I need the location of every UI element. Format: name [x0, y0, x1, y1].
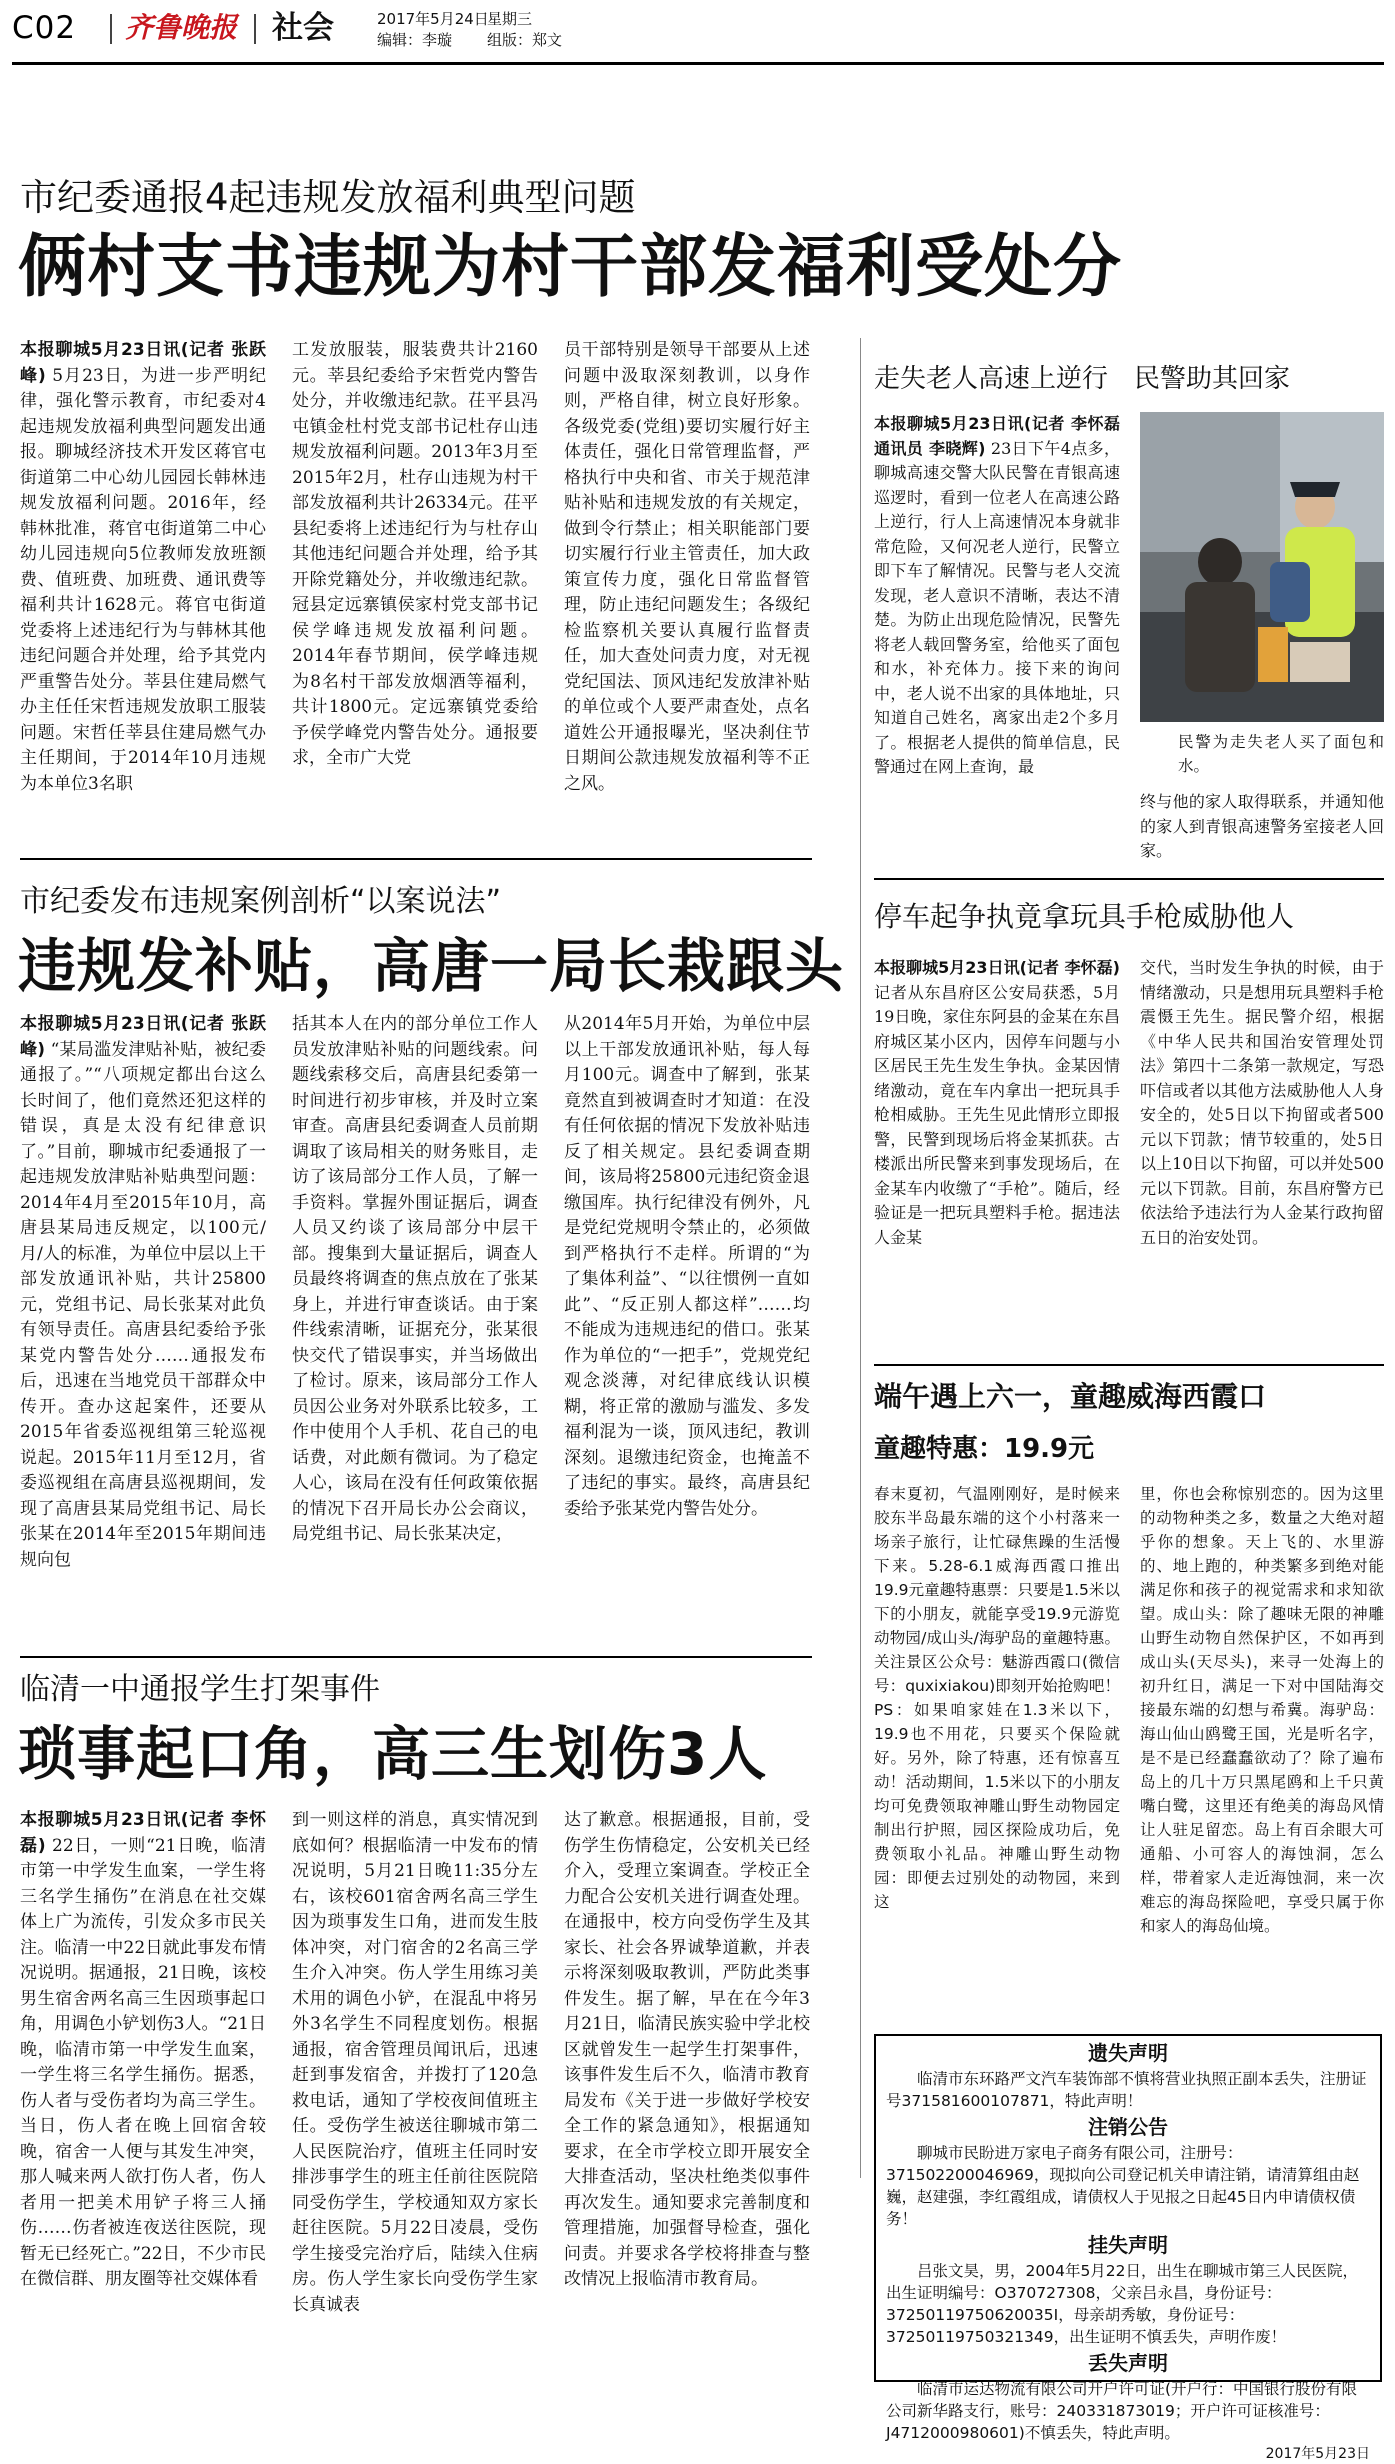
loss-report-title: 挂失声明: [1088, 2233, 1168, 2257]
story3-column-2: [292, 1808, 538, 2384]
story2-headline: 违规发补贴，高唐一局长栽跟头: [18, 932, 845, 1000]
lost-license-text: 临清市运达物流有限公司开户许可证(开户行：中国银行股份有限公司新华路支行，账号：240331873019；开户许可证核准号：J4712000980601)不慎丢失，特此声明。: [886, 2380, 1358, 2442]
story4-byline: 本报聊城5月23日讯(记者 李怀磊 通讯员 李晓辉): [874, 414, 1137, 458]
masthead-divider: [254, 14, 256, 44]
story3-column-1: [20, 1808, 266, 2384]
story5-column-1: [874, 956, 1120, 1352]
story3-column-3: [564, 1808, 810, 2384]
story4-body-1: 23日下午4点多，聊城高速交警大队民警在青银高速巡逻时，看到一位老人在高速公路上逆行，行人上高速情况本身就非常危险，又何况老人逆行，民警立即下车了解情况。民警与老人交流发现，老人意识不清晰，表达不清楚。为防止出现危险情况，民警先将老人载回警务室，给他买了面包和水，补充体力。接下来的询问中，老人说不出家的具体地址，只知道自己姓名，离家出走2个多月了。根据老人提供的简单信息，民警通过在网上查询，最: [874, 438, 1120, 776]
story1-body-2: 工发放服装，服装费共计2160元。莘县纪委给予宋哲党内警告处分，并收缴违纪款。茌平县冯屯镇金杜村党支部书记杜存山违规发放福利问题。2013年3月至2015年2月，杜存山违规为村干部发放福利共计26334元。茌平县纪委将上述违纪行为与杜存山其他违纪问题合并处理，给予其开除党籍处分，并收缴违纪款。冠县定远寨镇侯家村党支部书记侯学峰违规发放福利问题。2014年春节期间，侯学峰违规为8名村干部发放烟酒等福利，共计1800元。定远寨镇党委给予侯学峰党内警告处分。通报要求，全市广大党: [292, 340, 538, 768]
story2-kicker: 市纪委发布违规案例剖析“以案说法”: [20, 884, 502, 919]
paper-logo: 齐鲁晚报: [125, 11, 238, 44]
story1-body-3: 员干部特别是领导干部要从上述问题中汲取深刻教训，以身作则，严格自律，树立良好形象。各级党委(党组)要切实履行好主体责任，强化日常管理监督，严格执行中央和省、市关于规范津贴补贴和违规发放的有关规定，做到令行禁止；相关职能部门要切实履行行业主管责任，加大政策宣传力度，强化日常监督管理，防止违纪问题发生；各级纪检监察机关要认真履行监督责任，加大查处问责力度，对无视党纪国法、顶风违纪发放津补贴的单位或个人要严肃查处，点名道姓公开通报曝光，坚决刹住节日期间公款违规发放福利等不正之风。: [564, 340, 810, 794]
masthead-divider: [110, 14, 112, 44]
story1-column-3: [564, 338, 810, 878]
story2-column-2: [292, 1012, 538, 1646]
story1-headline: 俩村支书违规为村干部发福利受处分: [18, 228, 1123, 307]
story6-subhead: 童趣特惠：19.9元: [874, 1434, 1095, 1464]
story5-byline: 本报聊城5月23日讯(记者 李怀磊): [874, 958, 1120, 977]
story6-body-2: 里，你也会称惊别恋的。因为这里的动物种类之多，数量之大绝对超乎你的想象。天上飞的、水里游的、地上跑的，种类繁多到绝对能满足你和孩子的视觉需求和求知欲望。成山头：除了趣味无限的神雕山野生动物自然保护区，不如再到成山头(天尽头)，来寻一处海上的初升红日，满足一下对中国陆海交接最东端的幻想与希冀。海驴岛：海山仙山鸥鹭王国，光是听名字，是不是已经蠢蠢欲动了？除了遍布岛上的几十万只黑尾鸥和上千只黄嘴白鹭，这里还有绝美的海岛风情让人驻足留恋。岛上有百余眼大可通船、小可容人的海蚀洞，怎么样，带着家人走近海蚀洞，来一次难忘的海岛探险吧，享受只属于你和家人的海岛仙境。: [1140, 1485, 1384, 1935]
story1-column-1: [20, 338, 266, 878]
story6-column-2: [1140, 1482, 1384, 2022]
story6-headline: 端午遇上六一，童趣威海西霞口: [874, 1380, 1267, 1413]
notices-date: 2017年5月23日: [1265, 2446, 1370, 2462]
story2-body-3: 从2014年5月开始，为单位中层以上干部发放通讯补贴，每人每月100元。调查中了解到，张某竟然直到被调查时才知道：在没有任何依据的情况下发放补贴违反了相关规定。县纪委调查期间，该局将25800元违纪资金退缴国库。执行纪律没有例外，凡是党纪党规明令禁止的，必须做到严格执行不走样。所谓的“为了集体利益”、“以往惯例一直如此”、“反正别人都这样”……均不能成为违规违纪的借口。张某作为单位的“一把手”，党规党纪观念淡薄，对纪律底线认识模糊，将正常的激励与滥发、多发福利混为一谈，顶风违纪，教训深刻。退缴违纪资金，也掩盖不了违纪的事实。最终，高唐县纪委给予张某党内警告处分。: [564, 1014, 810, 1519]
story5-column-2: [1140, 956, 1384, 1352]
story5-body-2: 交代，当时发生争执的时候，由于情绪激动，只是想用玩具塑料手枪震慑王先生。据民警介绍，根据《中华人民共和国治安管理处罚法》第四十二条第一款规定，写恐吓信或者以其他方法威胁他人人身安全的，处5日以下拘留或者500元以下罚款；情节较重的，处5日以上10日以下拘留，可以并处500元以下罚款。目前，东昌府警方已依法给予违法行为人金某行政拘留五日的治安处罚。: [1140, 958, 1384, 1247]
story4-body-2: 终与他的家人取得联系，并通知他的家人到青银高速警务室接老人回家。: [1140, 792, 1384, 860]
story5-body-1: 记者从东昌府区公安局获悉，5月19日晚，家住东阿县的金某在东昌府城区某小区内，因停车问题与小区居民王先生发生争执。金某因情绪激动，竟在车内拿出一把玩具手枪相威胁。王先生见此情形立即报警，民警到现场后将金某抓获。古楼派出所民警来到事发现场后，在金某车内收缴了“手枪”。随后，经验证是一把玩具塑料手枪。据违法人金某: [874, 982, 1120, 1247]
story2-body-2: 括其本人在内的部分单位工作人员发放津贴补贴的问题线索。问题线索移交后，高唐县纪委第一时间进行初步审核，并及时立案审查。高唐县纪委调查人员前期调取了该局相关的财务账目，走访了该局部分工作人员，了解一手资料。掌握外围证据后，调查人员又约谈了该局部分中层干部。搜集到大量证据后，调查人员最终将调查的焦点放在了张某身上，并进行审查谈话。由于案件线索清晰，证据充分，张某很快交代了错误事实，并当场做出了检讨。原来，该局部分工作人员因公业务对外联系比较多，工作中使用个人手机、花自己的电话费，对此颇有微词。为了稳定人心，该局在没有任何政策依据的情况下召开局长办公会商议，局党组书记、局长张某决定，: [292, 1014, 538, 1544]
story2-body-1: “某局滥发津贴补贴，被纪委通报了。”“八项规定都出台这么长时间了，他们竟然还犯这样的错误，真是太没有纪律意识了。”目前，聊城市纪委通报了一起违规发放津贴补贴典型问题：2014年4月至2015年10月，高唐县某局违反规定，以100元/月/人的标准，为单位中层以上干部发放通讯补贴，共计25800元，党组书记、局长张某对此负有领导责任。高唐县纪委给予张某党内警告处分……通报发布后，迅速在当地党员干部群众中传开。查办这起案件，还要从2015年省委巡视组第三轮巡视说起。2015年11月至12月，省委巡视组在高唐县巡视期间，发现了高唐县某局党组书记、局长张某在2014年至2015年期间违规向包: [20, 1039, 266, 1570]
cancellation-notice-title: 注销公告: [1088, 2115, 1168, 2139]
page-number: C02: [12, 10, 77, 46]
story2-bottom-rule: [20, 1656, 812, 1658]
story4-headline: 走失老人高速上逆行 民警助其回家: [874, 364, 1291, 394]
story4-photo: [1140, 412, 1384, 722]
story2-byline: 本报聊城5月23日讯(记者 张跃峰): [20, 1014, 266, 1060]
lost-notice-text: 临清市东环路严文汽车装饰部不慎将营业执照正副本丢失，注册证号371581600107871，特此声明！: [886, 2070, 1367, 2110]
story3-body-3: 达了歉意。根据通报，目前，受伤学生伤情稳定，公安机关已经介入，受理立案调查。学校正全力配合公安机关进行调查处理。在通报中，校方向受伤学生及其家长、社会各界诚挚道歉，并表示将深刻吸取教训，严防此类事件发生。据了解，早在在今年3月21日，临清民族实验中学北校区就曾发生一起学生打架事件，该事件发生后不久，临清市教育局发布《关于进一步做好学校安全工作的紧急通知》，根据通知要求，在全市学校立即开展安全大排查活动，坚决杜绝类似事件再次发生。通知要求完善制度和管理措施，加强督导检查，强化问责。并要求各学校将排查与整改情况上报临清市教育局。: [564, 1810, 810, 2289]
story6-column-1: [874, 1482, 1120, 2022]
story1-body-1: 5月23日，为进一步严明纪律，强化警示教育，市纪委对4起违规发放福利典型问题发出通报。聊城经济技术开发区蒋官屯街道第二中心幼儿园园长韩林违规发放福利问题。2016年，经韩林批准，蒋官屯街道第二中心幼儿园违规向5位教师发放班额费、值班费、加班费、通讯费等福利共计1628元。蒋官屯街道党委将上述违纪行为与韩林其他违纪问题合并处理，给予其党内严重警告处分。莘县住建局燃气办主任任宋哲违规发放职工服装问题。宋哲任莘县住建局燃气办主任期间，于2014年10月违规为本单位3名职: [20, 365, 267, 794]
story4-column-1: [874, 412, 1137, 848]
story1-byline: 本报聊城5月23日讯(记者 张跃峰): [20, 340, 266, 386]
loss-report-text: 吕张文昊，男，2004年5月22日，出生在聊城市第三人民医院，出生证明编号：O370727308，父亲吕永昌，身份证号：37250119750620035I，母亲胡秀敏，身份证号：37250119750321349，出生证明不慎丢失，声明作废！: [886, 2262, 1359, 2346]
notices-box: [874, 2034, 1382, 2462]
story3-kicker: 临清一中通报学生打架事件: [20, 1672, 380, 1707]
section-name: 社会: [272, 10, 334, 46]
layout-credit: 组版：郑文: [487, 31, 563, 49]
story1-column-2: [292, 338, 538, 878]
story5-bottom-rule: [874, 1364, 1384, 1366]
story5-headline: 停车起争执竟拿玩具手枪威胁他人: [874, 900, 1295, 933]
story1-kicker: 市纪委通报4起违规发放福利典型问题: [20, 176, 636, 219]
story6-body-1: 春末夏初，气温刚刚好，是时候来胶东半岛最东端的这个小村落来一场亲子旅行，让忙碌焦躁的生活慢下来。5.28-6.1威海西霞口推出19.9元童趣特惠票：只要是1.5米以下的小朋友，就能享受19.9元游览动物园/成山头/海驴岛的童趣特惠。关注景区公众号：魅游西霞口(微信号：quxixiakou)即刻开始抢购吧！PS：如果咱家娃在1.3米以下，19.9也不用花，只要买个保险就好。另外，除了特惠，还有惊喜互动！活动期间，1.5米以下的小朋友均可免费领取神雕山野生动物园定制出行护照，园区探险成功后，免费领取小礼品。神雕山野生动物园：即便去过别处的动物园，来到这: [874, 1485, 1120, 1911]
story3-byline: 本报聊城5月23日讯(记者 李怀磊): [20, 1810, 266, 1856]
story2-column-1: [20, 1012, 266, 1646]
lost-notice-title: 遗失声明: [1088, 2041, 1168, 2065]
right-column-rule: [860, 338, 861, 2178]
editor-credit: 编辑：李璇: [377, 31, 453, 49]
story4-bottom-rule: [874, 878, 1384, 880]
story4-caption: 民警为走失老人买了面包和水。: [1178, 733, 1384, 775]
story3-body-1: 22日，一则“21日晚，临清市第一中学发生血案，一学生将三名学生捅伤”在消息在社交媒体上广为流传，引发众多市民关注。临清一中22日就此事发布情况说明。据通报，21日晚，该校男生宿舍两名高三生因琐事起口角，用调色小铲划伤3人。“21日晚，临清市第一中学发生血案，一学生将三名学生捅伤。据悉，伤人者与受伤者均为高三学生。当日，伤人者在晚上回宿舍较晚，宿舍一人便与其发生冲突，那人喊来两人欲打伤人者，伤人者用一把美术用铲子将三人捅伤……伤者被连夜送往医院，现暂无已经死亡。”22日，不少市民在微信群、朋友圈等社交媒体看: [20, 1835, 266, 2289]
issue-weekday: 星期三: [487, 10, 533, 28]
masthead-rule: [12, 62, 1384, 65]
story1-bottom-rule: [20, 858, 812, 860]
story3-body-2: 到一则这样的消息，真实情况到底如何？根据临清一中发布的情况说明，5月21日晚11:35分左右，该校601宿舍两名高三学生因为琐事发生口角，进而发生肢体冲突，对门宿舍的2名高三学生介入冲突。伤人学生用练习美术用的调色小铲，在混乱中将另外3名学生不同程度划伤。根据通报，宿舍管理员闻讯后，迅速赶到事发宿舍，并拨打了120急救电话，通知了学校夜间值班主任。受伤学生被送往聊城市第二人民医院治疗，值班主任同时安排涉事学生的班主任前往医院陪同受伤学生，学校通知双方家长赶往医院。5月22日凌晨，受伤学生接受完治疗后，陆续入住病房。伤人学生家长向受伤学生家长真诚表: [292, 1810, 538, 2315]
photo-police-helping-elder-icon: [1140, 412, 1384, 722]
story2-column-3: [564, 1012, 810, 1646]
issue-date: 2017年5月24日: [377, 10, 489, 28]
cancellation-notice-text: 聊城市民盼进万家电子商务有限公司，注册号：371502200046969，现拟向公司登记机关申请注销，请清算组由赵巍，赵建强，李红霞组成，请债权人于见报之日起45日内申请债权债务！: [886, 2144, 1360, 2228]
story4-column-2: [1140, 790, 1384, 866]
lost-license-title: 丢失声明: [1088, 2351, 1168, 2375]
story3-headline: 琐事起口角，高三生划伤3人: [18, 1720, 768, 1788]
